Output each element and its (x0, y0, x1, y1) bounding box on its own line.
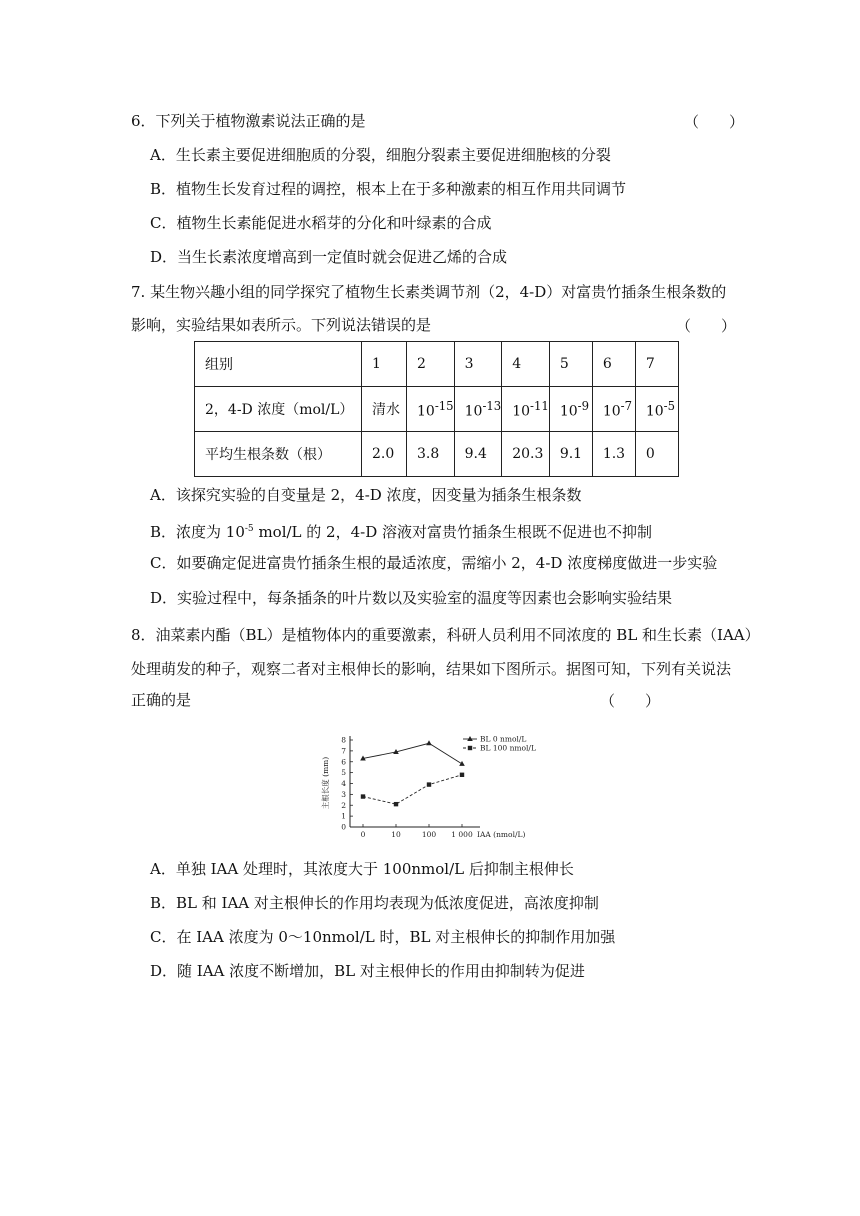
q7-data-table (194, 341, 679, 477)
q7-stem-line2: 影响，实验结果如表所示。下列说法错误的是 (131, 316, 432, 334)
table-row-groups (195, 342, 679, 387)
group-cell: 2 (407, 342, 455, 387)
root-count-cell: 9.4 (454, 432, 502, 477)
series-line-2 (363, 775, 462, 804)
concentration-cell: $10^{-13}$ (454, 387, 502, 432)
q6-answer-paren: （ ） (684, 113, 745, 131)
chart-series (360, 740, 465, 806)
x-tick-label: 10 (391, 830, 401, 839)
row-label-concentration: 2，4-D 浓度（mol/L） (195, 387, 362, 432)
square-marker (427, 782, 431, 786)
x-axis-label: IAA (nmol/L) (477, 830, 526, 839)
root-count-cell: 9.1 (549, 432, 592, 477)
q8-stem-line1: 8．油菜素内酯（BL）是植物体内的重要激素，科研人员利用不同浓度的 BL 和生长素（IAA） (131, 626, 760, 644)
row-label-root-count: 平均生根条数（根） (195, 432, 362, 477)
group-cell: 1 (362, 342, 407, 387)
root-count-cell: 2.0 (362, 432, 407, 477)
q8-stem-line2: 处理萌发的种子，观察二者对主根伸长的影响，结果如下图所示。据图可知，下列有关说法 (131, 660, 732, 678)
triangle-marker (459, 761, 465, 766)
square-marker (394, 802, 398, 806)
q6-option-c: C．植物生长素能促进水稻芽的分化和叶绿素的合成 (150, 214, 492, 232)
y-tick-label: 7 (341, 746, 346, 756)
group-cell: 7 (635, 342, 678, 387)
q6-option-a: A．生长素主要促进细胞质的分裂，细胞分裂素主要促进细胞核的分裂 (150, 146, 611, 164)
q8-stem-line3: 正确的是 (131, 691, 192, 709)
q7-option-d: D．实验过程中，每条插条的叶片数以及实验室的温度等因素也会影响实验结果 (150, 589, 673, 607)
q6-stem: 6．下列关于植物激素说法正确的是 (131, 112, 366, 130)
x-tick-label: 0 (360, 830, 366, 839)
y-tick-label: 2 (341, 800, 346, 810)
concentration-cell: $10^{-11}$ (502, 387, 550, 432)
group-cell: 4 (502, 342, 550, 387)
q8-option-b: B．BL 和 IAA 对主根伸长的作用均表现为低浓度促进，高浓度抑制 (150, 894, 599, 912)
root-count-cell: 0 (635, 432, 678, 477)
x-tick-label: 1 000 (451, 830, 473, 839)
concentration-cell: $10^{-15}$ (407, 387, 455, 432)
y-axis-label: 主根长度 (mm) (321, 756, 330, 810)
q8-answer-paren: （ ） (600, 692, 661, 710)
group-cell: 3 (454, 342, 502, 387)
table-row-root-count (195, 432, 679, 477)
concentration-cell: $10^{-5}$ (635, 387, 678, 432)
q7-option-c: C．如要确定促进富贵竹插条生根的最适浓度，需缩小 2，4-D 浓度梯度做进一步实验 (150, 554, 718, 572)
y-tick-label: 8 (341, 735, 346, 745)
q7-option-b: B．浓度为 $10^{-5}$ mol/L 的 2，4-D 溶液对富贵竹插条生根既不促进也不抑制 (150, 523, 652, 541)
concentration-cell: $10^{-9}$ (549, 387, 592, 432)
q8-option-a: A．单独 IAA 处理时，其浓度大于 100nmol/L 后抑制主根伸长 (150, 860, 574, 878)
y-tick-label: 6 (341, 757, 346, 767)
q7-stem-line1: 7. 某生物兴趣小组的同学探究了植物生长素类调节剂（2，4-D）对富贵竹插条生根条数的 (131, 283, 727, 301)
table-row-concentration (195, 387, 679, 432)
group-cell: 5 (549, 342, 592, 387)
q7-answer-paren: （ ） (676, 317, 737, 335)
concentration-cell: 清水 (362, 387, 407, 432)
square-marker (468, 746, 472, 750)
y-tick-label: 0 (341, 822, 346, 832)
square-marker (361, 794, 365, 798)
group-cell: 6 (592, 342, 635, 387)
triangle-marker (426, 740, 432, 745)
triangle-marker (467, 736, 473, 741)
x-tick-label: 100 (421, 830, 437, 839)
q6-option-d: D．当生长素浓度增高到一定值时就会促进乙烯的合成 (150, 248, 508, 266)
legend-label: BL 100 nmol/L (480, 743, 536, 753)
y-tick-label: 5 (341, 768, 346, 778)
y-tick-label: 3 (341, 789, 346, 799)
q6-option-b: B．植物生长发育过程的调控，根本上在于多种激素的相互作用共同调节 (150, 180, 627, 198)
series-line-1 (363, 743, 462, 764)
square-marker (460, 773, 464, 777)
row-label-group: 组别 (195, 342, 362, 387)
q8-option-c: C．在 IAA 浓度为 0～10nmol/L 时，BL 对主根伸长的抑制作用加强 (150, 928, 616, 946)
q8-option-d: D．随 IAA 浓度不断增加，BL 对主根伸长的作用由抑制转为促进 (150, 962, 585, 980)
y-tick-label: 1 (341, 811, 346, 821)
q7-option-a: A．该探究实验的自变量是 2，4-D 浓度，因变量为插条生根条数 (150, 486, 582, 504)
legend-label: BL 0 nmol/L (480, 734, 527, 744)
q8-line-chart (315, 726, 555, 844)
root-count-cell: 1.3 (592, 432, 635, 477)
root-count-cell: 3.8 (407, 432, 455, 477)
chart-legend (463, 735, 536, 753)
y-tick-label: 4 (341, 779, 346, 789)
root-count-cell: 20.3 (502, 432, 550, 477)
concentration-cell: $10^{-7}$ (592, 387, 635, 432)
